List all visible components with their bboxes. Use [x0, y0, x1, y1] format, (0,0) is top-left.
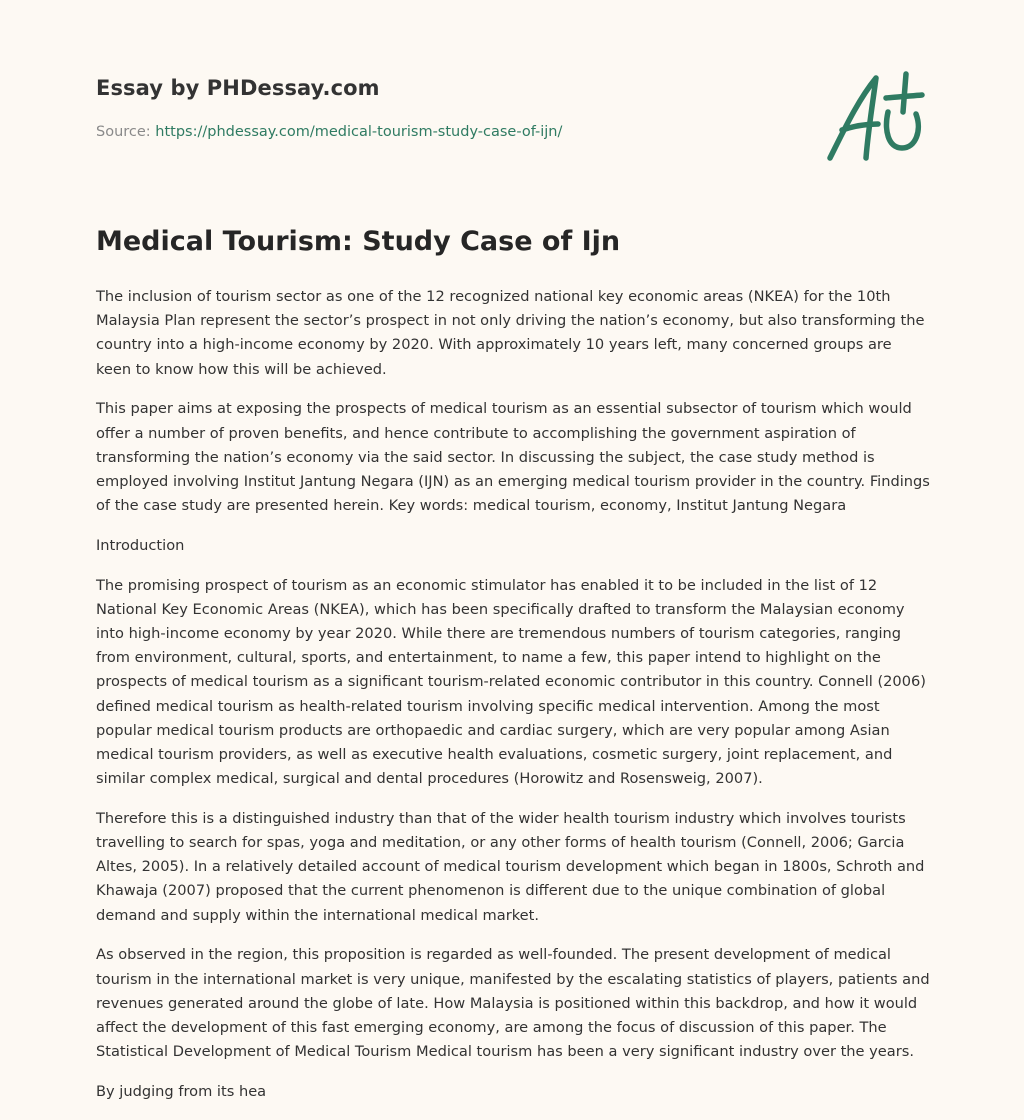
essay-title: Medical Tourism: Study Case of Ijn [96, 226, 621, 257]
source-line [96, 124, 562, 140]
paragraph: The promising prospect of tourism as an economic stimulator has enabled it to be included in the list of 12 National Key Economic Areas (NKEA), which has been specifically drafted to transform the Malaysian economy into high-income economy by year 2020. While there are tremendous numbers of tourism categories, ranging from environment, cultural, sports, and entertainment, to name a few, this paper intend to highlight on the prospects of medical tourism as a significant tourism-related economic contributor in this country. Connell (2006) defined medical tourism as health-related tourism involving specific medical intervention. Among the most popular medical tourism products are orthopaedic and cardiac surgery, which are very popular among Asian medical tourism providers, as well as executive health evaluations, cosmetic surgery, joint replacement, and similar complex medical, surgical and dental procedures (Horowitz and Rosensweig, 2007). [96, 576, 926, 788]
paragraph: By judging from its hea [96, 1082, 267, 1100]
essay-body [96, 285, 930, 1120]
paragraph: This paper aims at exposing the prospects of medical tourism as an essential subsector of tourism which would offer a number of proven benefits, and hence contribute to accomplishing the government aspiration of transforming the nation’s economy via the said sector. In discussing the subject, the case study method is employed involving Institut Jantung Negara (IJN) as an emerging medical tourism provider in the country. Findings of the case study are presented herein. Key words: medical tourism, economy, Institut Jantung Negara [96, 400, 930, 515]
paragraph: As observed in the region, this proposition is regarded as well-founded. The present development of medical tourism in the international market is very unique, manifested by the escalating statistics of players, patients and revenues generated around the globe of late. How Malaysia is positioned within this backdrop, and how it would affect the development of this fast emerging economy, are among the focus of discussion of this paper. The Statistical Development of Medical Tourism Medical tourism has been a very significant industry over the years. [96, 946, 930, 1061]
source-link[interactable]: https://phdessay.com/medical-tourism-study-case-of-ijn/ [155, 124, 563, 140]
paragraph: Therefore this is a distinguished industry than that of the wider health tourism industry which involves tourists travelling to search for spas, yoga and meditation, or any other forms of health tourism (Connell, 2006; Garcia Altes, 2005). In a relatively detailed account of medical tourism development which began in 1800s, Schroth and Khawaja (2007) proposed that the current phenomenon is different due to the unique combination of global demand and supply within the international medical market. [96, 809, 925, 924]
site-brand: Essay by PHDessay.com [96, 76, 380, 100]
paragraph: The inclusion of tourism sector as one of the 12 recognized national key economic areas (NKEA) for the 10th Malaysia Plan represent the sector’s prospect in not only driving the nation’s economy, but also transforming the country into a high-income economy by 2020. With approximately 10 years left, many concerned groups are keen to know how this will be achieved. [96, 288, 925, 378]
source-label: Source: [96, 124, 156, 140]
a-plus-logo-icon [824, 68, 926, 164]
section-heading: Introduction [96, 536, 185, 554]
